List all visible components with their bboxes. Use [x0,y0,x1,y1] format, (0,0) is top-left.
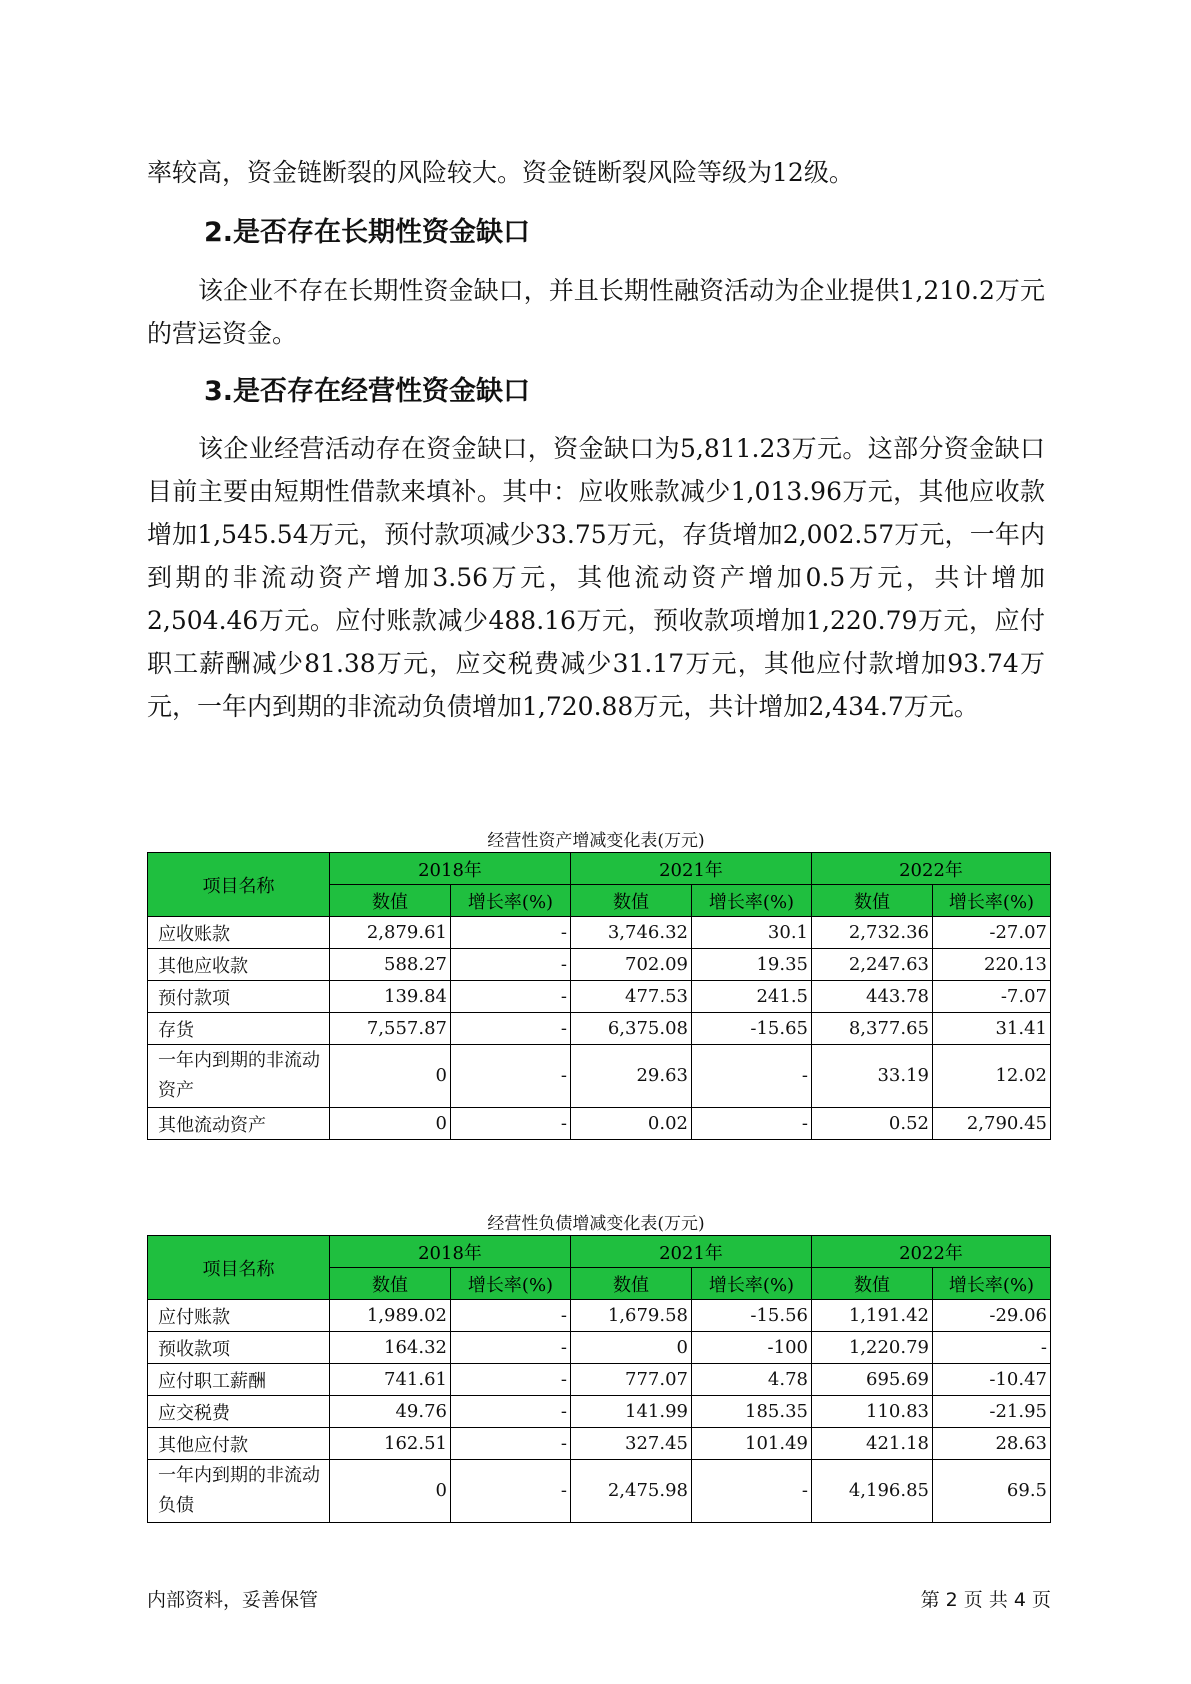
table-row [148,1045,1051,1108]
value-cell: 4,196.85 [812,1460,933,1523]
header-value: 数值 [812,885,933,917]
rate-cell: - [451,1460,571,1523]
header-year: 2021年 [571,853,812,885]
assets-table-caption: 经营性资产增减变化表(万元) [487,831,705,851]
header-year: 2018年 [330,853,571,885]
header-year: 2021年 [571,1236,812,1268]
header-value: 数值 [571,885,692,917]
value-cell: 741.61 [330,1364,451,1396]
rate-cell: - [933,1332,1051,1364]
value-cell: 110.83 [812,1396,933,1428]
rate-cell: - [451,1364,571,1396]
value-cell: 1,989.02 [330,1300,451,1332]
row-label: 预付款项 [148,981,330,1013]
header-item-name: 项目名称 [148,853,330,917]
section2-paragraph: 该企业不存在长期性资金缺口，并且长期性融资活动为企业提供1,210.2万元的营运资金。 [147,276,1045,348]
value-cell: 0 [571,1332,692,1364]
rate-cell: 69.5 [933,1460,1051,1523]
rate-cell: -29.06 [933,1300,1051,1332]
rate-cell: -15.65 [692,1013,812,1045]
header-rate: 增长率(%) [692,885,812,917]
value-cell: 33.19 [812,1045,933,1108]
table-row [148,949,1051,981]
table-row [148,1396,1051,1428]
value-cell: 2,732.36 [812,917,933,949]
value-cell: 0.02 [571,1108,692,1140]
section3-paragraph: 该企业经营活动存在资金缺口，资金缺口为5,811.23万元。这部分资金缺口目前主要由短期性借款来填补。其中：应收账款减少1,013.96万元，其他应收款增加1,545.54万元，预付款项减少33.75万元，存货增加2,002.57万元，一年内到期的非流动资产增加3.56万元，其他流动资产增加0.5万元，共计增加2,504.46万元。应付账款减少488.16万元，预收款项增加1,220.79万元，应付职工薪酬减少81.38万元，应交税费减少31.17万元，其他应付款增加93.74万元，一年内到期的非流动负债增加1,720.88万元，共计增加2,434.7万元。 [147,434,1045,721]
intro-paragraph: 率较高，资金链断裂的风险较大。资金链断裂风险等级为12级。 [147,158,854,187]
rate-cell: - [692,1108,812,1140]
header-rate: 增长率(%) [933,1268,1051,1300]
rate-cell: -27.07 [933,917,1051,949]
table-row [148,1108,1051,1140]
footer-page-number: 第 2 页 共 4 页 [920,1589,1051,1611]
rate-cell: - [692,1045,812,1108]
section2-heading: 2.是否存在长期性资金缺口 [204,217,531,248]
header-rate: 增长率(%) [933,885,1051,917]
table-row [148,1013,1051,1045]
table-row [148,1300,1051,1332]
header-rate: 增长率(%) [692,1268,812,1300]
rate-cell: - [451,1300,571,1332]
row-label: 应收账款 [148,917,330,949]
value-cell: 2,247.63 [812,949,933,981]
rate-cell: - [451,981,571,1013]
rate-cell: - [451,949,571,981]
table-row [148,1460,1051,1523]
value-cell: 0 [330,1460,451,1523]
header-rate: 增长率(%) [451,885,571,917]
value-cell: 477.53 [571,981,692,1013]
value-cell: 141.99 [571,1396,692,1428]
rate-cell: - [451,917,571,949]
value-cell: 0 [330,1108,451,1140]
rate-cell: 220.13 [933,949,1051,981]
header-year: 2018年 [330,1236,571,1268]
table-row [148,1428,1051,1460]
header-value: 数值 [812,1268,933,1300]
value-cell: 7,557.87 [330,1013,451,1045]
row-label: 一年内到期的非流动资产 [148,1045,330,1108]
rate-cell: - [451,1013,571,1045]
header-value: 数值 [330,1268,451,1300]
value-cell: 1,679.58 [571,1300,692,1332]
header-year: 2022年 [812,1236,1051,1268]
value-cell: 0 [330,1045,451,1108]
row-label: 应付账款 [148,1300,330,1332]
liabilities-table-caption: 经营性负债增减变化表(万元) [487,1214,705,1234]
rate-cell: -100 [692,1332,812,1364]
assets-table [147,852,1051,1140]
rate-cell: - [451,1332,571,1364]
rate-cell: 4.78 [692,1364,812,1396]
table-row [148,981,1051,1013]
value-cell: 2,879.61 [330,917,451,949]
header-year: 2022年 [812,853,1051,885]
rate-cell: 30.1 [692,917,812,949]
row-label: 存货 [148,1013,330,1045]
rate-cell: - [451,1396,571,1428]
table-row [148,917,1051,949]
value-cell: 443.78 [812,981,933,1013]
rate-cell: 2,790.45 [933,1108,1051,1140]
value-cell: 1,191.42 [812,1300,933,1332]
value-cell: 2,475.98 [571,1460,692,1523]
liabilities-table [147,1235,1051,1523]
rate-cell: - [451,1045,571,1108]
header-item-name: 项目名称 [148,1236,330,1300]
value-cell: 6,375.08 [571,1013,692,1045]
row-label: 其他应收款 [148,949,330,981]
value-cell: 0.52 [812,1108,933,1140]
rate-cell: 28.63 [933,1428,1051,1460]
assets-table-body [148,917,1051,1140]
value-cell: 164.32 [330,1332,451,1364]
rate-cell: -15.56 [692,1300,812,1332]
rate-cell: 185.35 [692,1396,812,1428]
liabilities-table-body [148,1300,1051,1523]
row-label: 一年内到期的非流动负债 [148,1460,330,1523]
row-label: 预收款项 [148,1332,330,1364]
row-label: 应交税费 [148,1396,330,1428]
row-label: 其他流动资产 [148,1108,330,1140]
value-cell: 139.84 [330,981,451,1013]
rate-cell: 101.49 [692,1428,812,1460]
rate-cell: 12.02 [933,1045,1051,1108]
rate-cell: - [451,1108,571,1140]
value-cell: 8,377.65 [812,1013,933,1045]
header-rate: 增长率(%) [451,1268,571,1300]
rate-cell: - [451,1428,571,1460]
rate-cell: 31.41 [933,1013,1051,1045]
row-label: 其他应付款 [148,1428,330,1460]
value-cell: 327.45 [571,1428,692,1460]
rate-cell: -10.47 [933,1364,1051,1396]
value-cell: 588.27 [330,949,451,981]
value-cell: 695.69 [812,1364,933,1396]
value-cell: 777.07 [571,1364,692,1396]
value-cell: 3,746.32 [571,917,692,949]
header-value: 数值 [330,885,451,917]
value-cell: 1,220.79 [812,1332,933,1364]
value-cell: 702.09 [571,949,692,981]
table-row [148,1332,1051,1364]
rate-cell: -7.07 [933,981,1051,1013]
value-cell: 29.63 [571,1045,692,1108]
rate-cell: - [692,1460,812,1523]
rate-cell: 241.5 [692,981,812,1013]
row-label: 应付职工薪酬 [148,1364,330,1396]
value-cell: 421.18 [812,1428,933,1460]
value-cell: 162.51 [330,1428,451,1460]
header-value: 数值 [571,1268,692,1300]
table-row [148,1364,1051,1396]
value-cell: 49.76 [330,1396,451,1428]
rate-cell: -21.95 [933,1396,1051,1428]
rate-cell: 19.35 [692,949,812,981]
section3-heading: 3.是否存在经营性资金缺口 [204,376,531,407]
footer-confidential-note: 内部资料，妥善保管 [147,1589,319,1611]
